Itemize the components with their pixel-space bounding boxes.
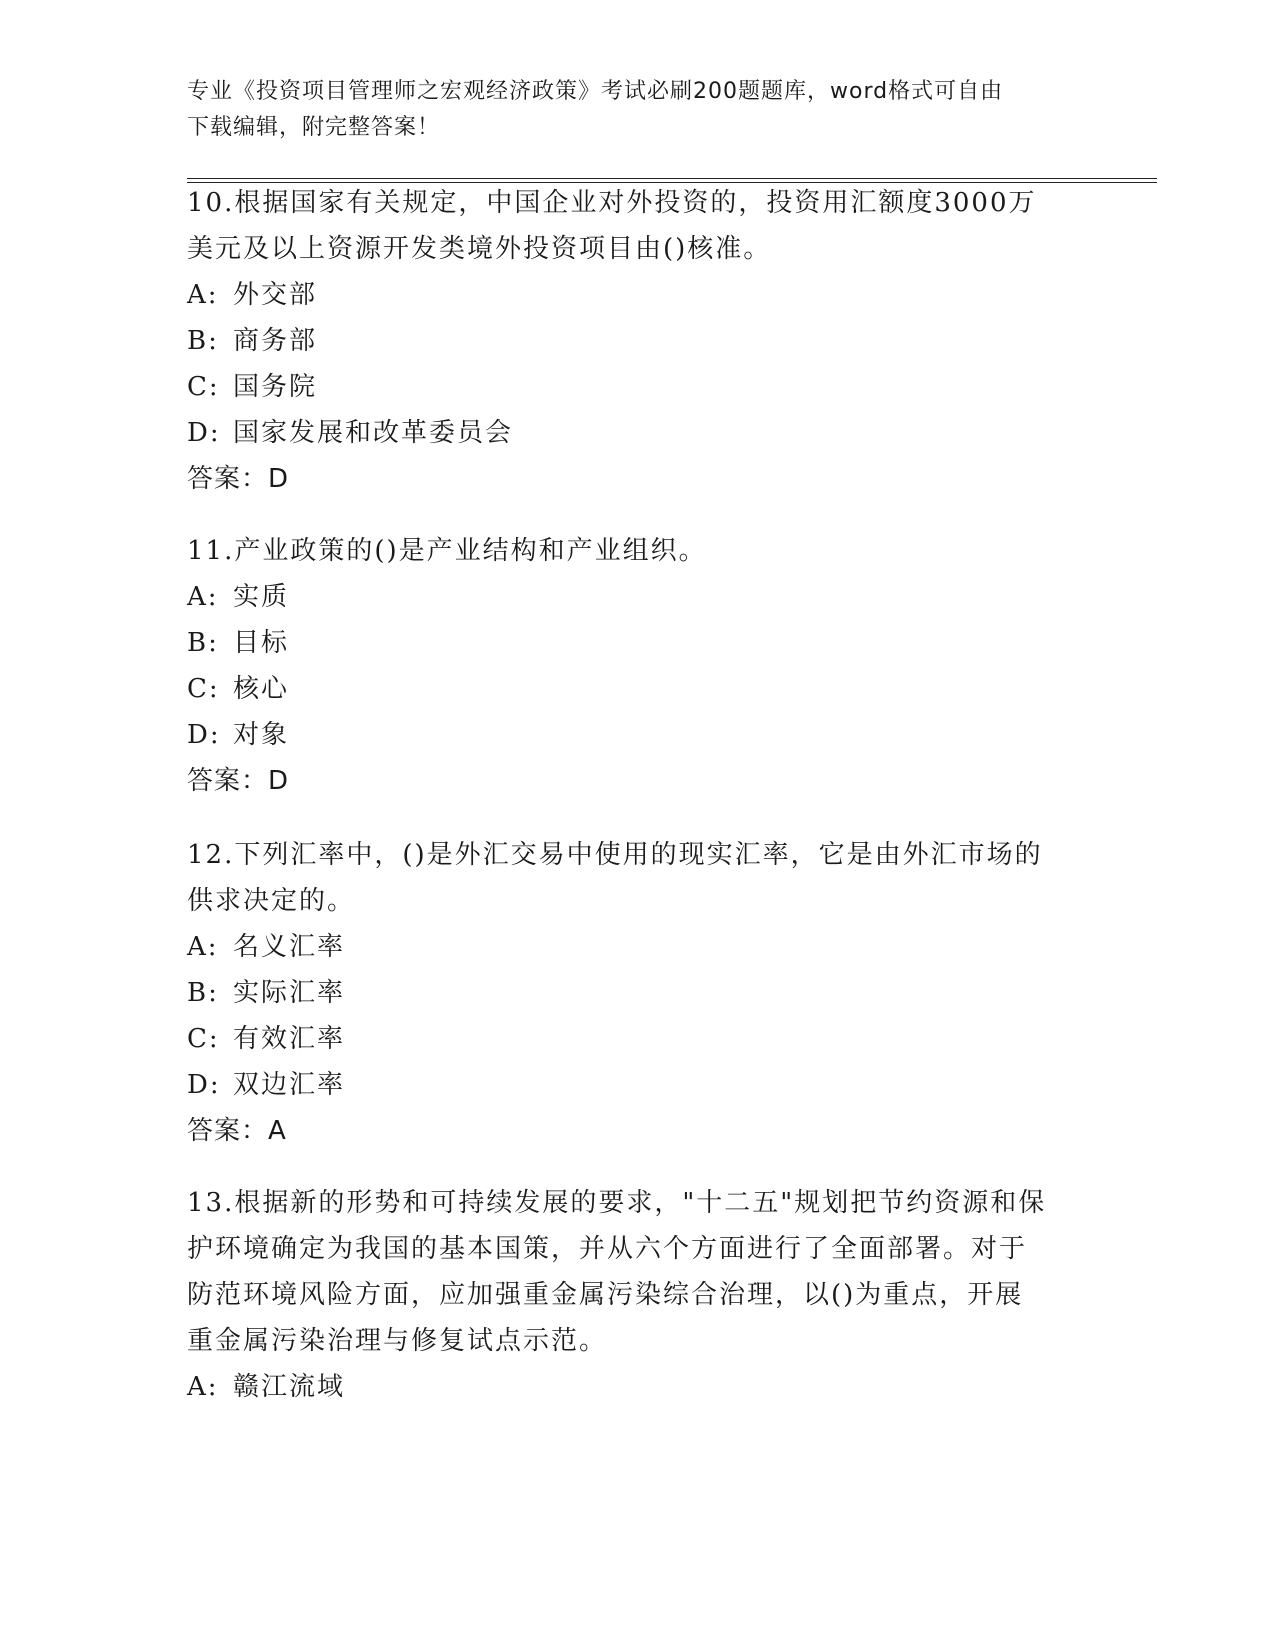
option-a [187,272,1087,318]
question-11 [187,528,1087,804]
option-a [187,574,1087,620]
stem-line: 11.产业政策的()是产业结构和产业组织。 [187,536,707,566]
option-letter: C: [187,1024,220,1054]
question-stem [187,832,1087,924]
stem-line: 美元及以上资源开发类境外投资项目由()核准。 [187,234,772,264]
stem-line: 护环境确定为我国的基本国策，并从六个方面进行了全面部署。对于 [187,1234,1028,1264]
option-letter: A: [187,582,219,612]
question-stem [187,1180,1087,1364]
answer: 答案：A [187,1116,287,1146]
question-stem [187,180,1087,272]
option-text: 实际汇率 [233,978,346,1008]
option-d [187,1062,1087,1108]
question-10 [187,180,1087,502]
option-letter: A: [187,280,219,310]
stem-line: 供求决定的。 [187,886,356,916]
stem-line: 12.下列汇率中，()是外汇交易中使用的现实汇率，它是由外汇市场的 [187,840,1043,870]
stem-line: 13.根据新的形势和可持续发展的要求，"十二五"规划把节约资源和保 [187,1188,1047,1218]
answer: 答案：D [187,464,290,494]
option-b [187,620,1087,666]
question-12 [187,832,1087,1154]
option-letter: A: [187,932,219,962]
option-d [187,712,1087,758]
option-text: 对象 [233,720,290,750]
option-c [187,666,1087,712]
question-stem [187,528,1087,574]
option-a [187,1364,1087,1410]
option-letter: A: [187,1372,219,1402]
option-letter: C: [187,372,220,402]
option-letter: B: [187,326,219,356]
option-text: 国务院 [233,372,318,402]
option-b [187,970,1087,1016]
option-text: 名义汇率 [233,932,346,962]
option-letter: D: [187,720,221,750]
option-letter: C: [187,674,220,704]
option-text: 国家发展和改革委员会 [233,418,514,448]
document-header [187,74,1057,146]
option-text: 赣江流域 [233,1372,346,1402]
option-text: 外交部 [233,280,318,310]
option-text: 商务部 [233,326,318,356]
option-text: 目标 [233,628,290,658]
option-text: 核心 [233,674,290,704]
option-c [187,364,1087,410]
option-d [187,410,1087,456]
option-c [187,1016,1087,1062]
stem-line: 防范环境风险方面，应加强重金属污染综合治理，以()为重点，开展 [187,1280,1024,1310]
option-letter: D: [187,1070,221,1100]
option-letter: B: [187,978,219,1008]
option-text: 双边汇率 [233,1070,346,1100]
stem-line: 重金属污染治理与修复试点示范。 [187,1326,608,1356]
question-13 [187,1180,1087,1410]
stem-line: 10.根据国家有关规定，中国企业对外投资的，投资用汇额度3000万 [187,188,1037,218]
option-letter: B: [187,628,219,658]
header-line-1: 专业《投资项目管理师之宏观经济政策》考试必刷200题题库，word格式可自由 [187,79,1004,104]
option-text: 实质 [233,582,290,612]
option-text: 有效汇率 [233,1024,346,1054]
option-b [187,318,1087,364]
header-line-2: 下载编辑，附完整答案！ [187,115,441,140]
option-letter: D: [187,418,221,448]
option-a [187,924,1087,970]
answer: 答案：D [187,766,290,796]
